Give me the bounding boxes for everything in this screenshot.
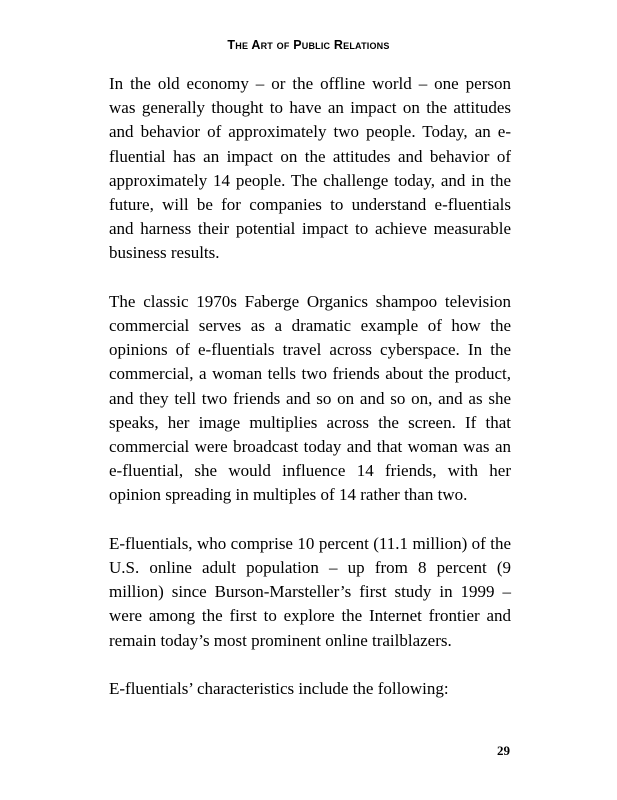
paragraph-4: E-fluentials’ characteristics include the following: — [109, 679, 449, 699]
body-text — [109, 72, 511, 701]
running-head-title: The Art of Public Relations — [227, 38, 390, 52]
paragraph-1: In the old economy – or the offline world – one person was generally thought to have an impact on the attitudes and behavior of approximately two people. Today, an e-fluential has an impact on the attitudes and behavior of approximately 14 people. The challenge today, and in the future, will be for companies to understand e-fluentials and harness their potential impact to achieve measurable business results. — [109, 74, 511, 263]
paragraph-3: E-fluentials, who comprise 10 percent (11.1 million) of the U.S. online adult population – up from 8 percent (9 million) since Burson-Marsteller’s first study in 1999 – were among the first to explore the Internet frontier and remain today’s most prominent online trailblazers. — [109, 533, 511, 650]
paragraph-2: The classic 1970s Faberge Organics shampoo television commercial serves as a dramatic example of how the opinions of e-fluentials travel across cyberspace. In the commercial, a woman tells two friends about the product, and they tell two friends and so on and so on, and as she speaks, her image multiplies across the screen. If that commercial were broadcast today and that woman was an e-fluential, she would influence 14 friends, with her opinion spreading in multiples of 14 rather than two. — [109, 291, 511, 505]
page-number: 29 — [497, 743, 510, 758]
